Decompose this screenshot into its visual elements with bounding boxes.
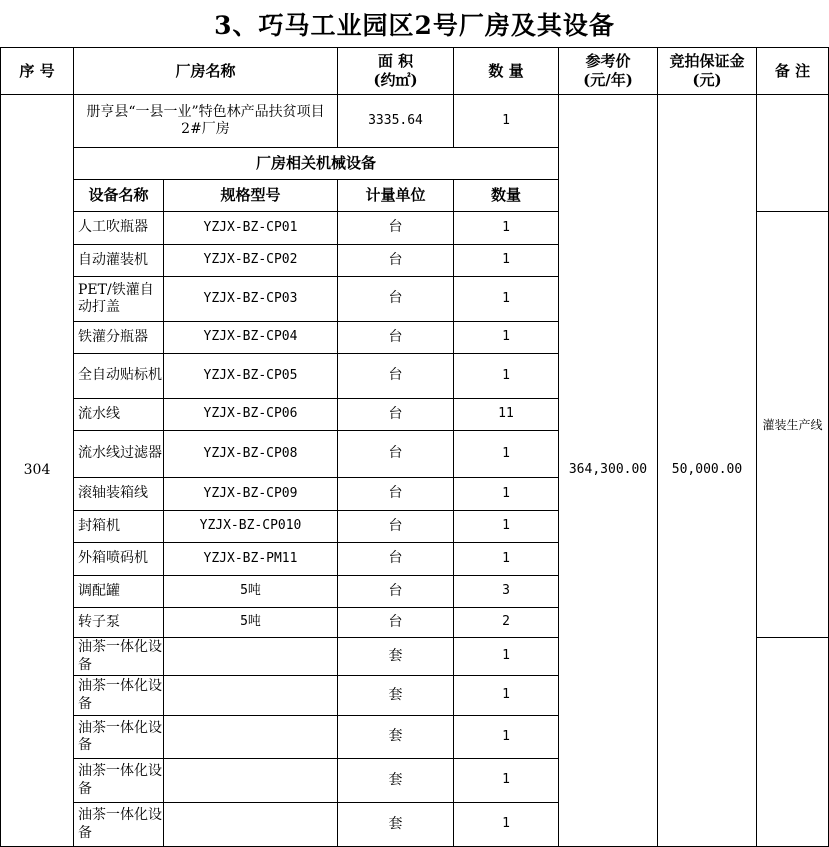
equipment-row-unit: 台 xyxy=(337,353,454,399)
equipment-row-unit: 台 xyxy=(337,398,454,431)
header-deposit: 竞拍保证金 (元) xyxy=(657,47,757,95)
equip-header-model: 规格型号 xyxy=(163,179,338,212)
equipment-row-qty: 1 xyxy=(453,321,559,354)
lot-ref-price: 364,300.00 xyxy=(558,94,658,847)
equipment-row-model: YZJX-BZ-CP05 xyxy=(163,353,338,399)
equipment-row-qty: 1 xyxy=(453,637,559,676)
equipment-row-unit: 套 xyxy=(337,637,454,676)
equipment-row-name: 人工吹瓶器 xyxy=(73,211,164,245)
equipment-row-name: 油茶一体化设备 xyxy=(73,675,164,716)
equipment-row-qty: 1 xyxy=(453,211,559,245)
equipment-row-unit: 台 xyxy=(337,276,454,322)
equipment-row-model xyxy=(163,802,338,847)
equipment-row-name: 调配罐 xyxy=(73,575,164,608)
equipment-row-qty: 1 xyxy=(453,430,559,478)
equipment-row-model: YZJX-BZ-CP06 xyxy=(163,398,338,431)
equipment-row-model: YZJX-BZ-CP04 xyxy=(163,321,338,354)
equipment-row-model xyxy=(163,758,338,803)
lot-index: 304 xyxy=(0,94,74,847)
header-area: 面 积 (约㎡) xyxy=(337,47,454,95)
equipment-row-name: 流水线 xyxy=(73,398,164,431)
equipment-row-model xyxy=(163,715,338,759)
equipment-row-name: 滚轴装箱线 xyxy=(73,477,164,511)
lot-note-bottom xyxy=(756,637,829,847)
equipment-row-qty: 2 xyxy=(453,607,559,638)
lot-note-top xyxy=(756,94,829,212)
equipment-row-name: 油茶一体化设备 xyxy=(73,802,164,847)
equipment-row-name: PET/铁灌自动打盖 xyxy=(73,276,164,322)
page-title: 3、巧马工业园区2号厂房及其设备 xyxy=(214,10,615,40)
equipment-row-qty: 1 xyxy=(453,244,559,277)
equipment-section-title: 厂房相关机械设备 xyxy=(73,147,559,180)
equipment-row-model: 5吨 xyxy=(163,575,338,608)
equipment-row-unit: 台 xyxy=(337,321,454,354)
equipment-row-unit: 套 xyxy=(337,715,454,759)
equipment-row-qty: 1 xyxy=(453,353,559,399)
equipment-row-model xyxy=(163,675,338,716)
header-qty: 数 量 xyxy=(453,47,559,95)
equip-header-name: 设备名称 xyxy=(73,179,164,212)
equipment-row-name: 油茶一体化设备 xyxy=(73,637,164,676)
building-name: 册亨县“一县一业”特色林产品扶贫项目2#厂房 xyxy=(73,94,338,148)
equipment-row-unit: 台 xyxy=(337,575,454,608)
equipment-row-name: 油茶一体化设备 xyxy=(73,715,164,759)
equipment-row-unit: 台 xyxy=(337,542,454,576)
equipment-row-qty: 1 xyxy=(453,715,559,759)
lot-note: 灌装生产线 xyxy=(756,211,829,638)
lot-deposit: 50,000.00 xyxy=(657,94,757,847)
equipment-row-qty: 1 xyxy=(453,802,559,847)
equip-header-unit: 计量单位 xyxy=(337,179,454,212)
building-qty: 1 xyxy=(453,94,559,148)
equipment-row-name: 转子泵 xyxy=(73,607,164,638)
equipment-row-name: 全自动贴标机 xyxy=(73,353,164,399)
equipment-row-name: 自动灌装机 xyxy=(73,244,164,277)
equipment-row-model: 5吨 xyxy=(163,607,338,638)
equipment-row-qty: 1 xyxy=(453,477,559,511)
equipment-row-qty: 1 xyxy=(453,758,559,803)
equipment-row-unit: 套 xyxy=(337,758,454,803)
equipment-row-name: 封箱机 xyxy=(73,510,164,543)
equipment-row-unit: 台 xyxy=(337,477,454,511)
equipment-row-qty: 1 xyxy=(453,675,559,716)
equipment-row-unit: 台 xyxy=(337,211,454,245)
equipment-row-unit: 套 xyxy=(337,802,454,847)
equipment-row-qty: 1 xyxy=(453,542,559,576)
equipment-row-unit: 台 xyxy=(337,244,454,277)
equipment-row-qty: 11 xyxy=(453,398,559,431)
equipment-row-model: YZJX-BZ-CP01 xyxy=(163,211,338,245)
equipment-row-unit: 套 xyxy=(337,675,454,716)
equipment-row-unit: 台 xyxy=(337,607,454,638)
equipment-row-qty: 3 xyxy=(453,575,559,608)
equipment-row-model: YZJX-BZ-CP03 xyxy=(163,276,338,322)
building-area: 3335.64 xyxy=(337,94,454,148)
equipment-row-name: 油茶一体化设备 xyxy=(73,758,164,803)
equipment-row-model: YZJX-BZ-CP02 xyxy=(163,244,338,277)
equipment-row-model: YZJX-BZ-CP010 xyxy=(163,510,338,543)
equipment-row-qty: 1 xyxy=(453,276,559,322)
equipment-row-qty: 1 xyxy=(453,510,559,543)
equipment-row-unit: 台 xyxy=(337,430,454,478)
equip-header-qty: 数量 xyxy=(453,179,559,212)
header-ref-price: 参考价 (元/年) xyxy=(558,47,658,95)
equipment-row-unit: 台 xyxy=(337,510,454,543)
equipment-row-model: YZJX-BZ-CP09 xyxy=(163,477,338,511)
header-note: 备 注 xyxy=(756,47,829,95)
header-building-name: 厂房名称 xyxy=(73,47,338,95)
equipment-row-name: 外箱喷码机 xyxy=(73,542,164,576)
equipment-row-model: YZJX-BZ-PM11 xyxy=(163,542,338,576)
equipment-row-model: YZJX-BZ-CP08 xyxy=(163,430,338,478)
header-index: 序 号 xyxy=(0,47,74,95)
equipment-row-model xyxy=(163,637,338,676)
equipment-row-name: 铁灌分瓶器 xyxy=(73,321,164,354)
equipment-row-name: 流水线过滤器 xyxy=(73,430,164,478)
